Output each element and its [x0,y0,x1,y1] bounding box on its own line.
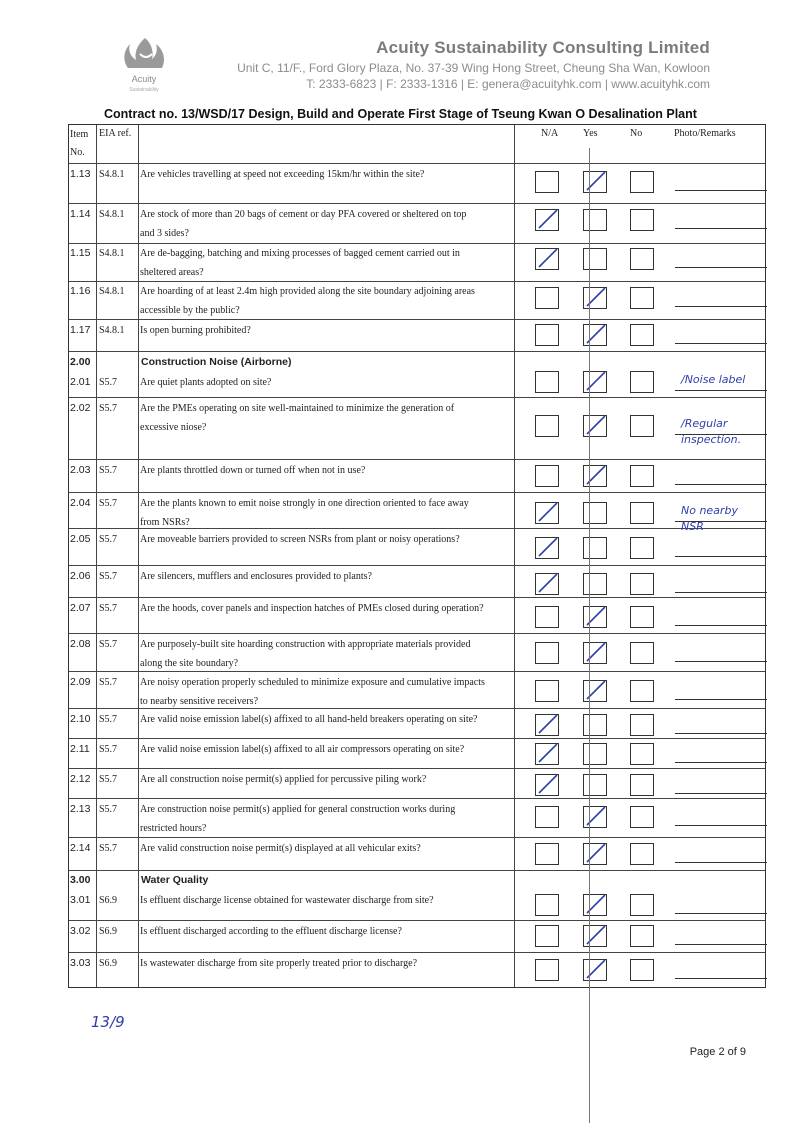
eia-reference: S4.8.1 [99,209,125,220]
contract-title: Contract no. 13/WSD/17 Design, Build and Operate First Stage of Tseung Kwan O Desalination Plant [104,107,697,121]
item-number: 2.08 [70,638,91,650]
question-text: Are valid noise emission label(s) affixed to all air compressors operating on site? [140,744,465,755]
section-number: 2.00 [70,356,91,368]
checkbox-no[interactable] [630,371,654,393]
check-mark-icon [583,414,609,438]
company-name: Acuity Sustainability Consulting Limited [376,38,710,57]
eia-reference: S5.7 [99,639,118,650]
checkbox-no[interactable] [630,642,654,664]
item-number: 1.14 [70,208,91,220]
eia-reference: S5.7 [99,804,118,815]
question-text: Are valid noise emission label(s) affixed to all hand-held breakers operating on site? [140,714,478,725]
question-text-cont: to nearby sensitive receivers? [140,696,259,707]
question-text: Are silencers, mufflers and enclosures provided to plants? [140,571,372,582]
column-divider [96,125,97,987]
header-item-no: Item [70,129,89,140]
remark-line[interactable] [675,825,767,826]
checkbox-na[interactable] [535,959,559,981]
check-mark-icon [583,805,609,829]
checkbox-na[interactable] [535,925,559,947]
checkbox-na[interactable] [535,680,559,702]
check-mark-icon [583,370,609,394]
item-number: 2.14 [70,842,91,854]
checkbox-na[interactable] [535,806,559,828]
item-number: 2.10 [70,713,91,725]
item-number: 2.09 [70,676,91,688]
checkbox-yes[interactable] [583,502,607,524]
handwritten-remark: /Noise label [681,373,746,386]
question-text: Is wastewater discharge from site properly treated prior to discharge? [140,958,418,969]
column-divider [138,125,139,987]
remark-line[interactable] [675,661,767,662]
remark-line[interactable] [675,484,767,485]
check-mark-icon [583,924,609,948]
item-number: 2.06 [70,570,91,582]
remark-line[interactable] [675,228,767,229]
eia-reference: S5.7 [99,534,118,545]
check-mark-icon [535,247,561,271]
check-mark-icon [583,842,609,866]
checkbox-na[interactable] [535,642,559,664]
check-mark-icon [583,679,609,703]
checkbox-na[interactable] [535,415,559,437]
question-text: Are moveable barriers provided to screen NSRs from plant or noisy operations? [140,534,460,545]
check-mark-icon [535,742,561,766]
remark-line[interactable] [675,733,767,734]
checkbox-no[interactable] [630,465,654,487]
item-number: 2.01 [70,376,91,388]
check-mark-icon [535,501,561,525]
item-number: 2.02 [70,402,91,414]
item-number: 2.13 [70,803,91,815]
checkbox-no[interactable] [630,248,654,270]
item-number: 2.04 [70,497,91,509]
checkbox-na[interactable] [535,894,559,916]
question-text: Is effluent discharged according to the effluent discharge license? [140,926,402,937]
eia-reference: S6.9 [99,958,118,969]
checkbox-no[interactable] [630,714,654,736]
item-number: 2.07 [70,602,91,614]
pen-stroke [589,148,590,1123]
checkbox-yes[interactable] [583,743,607,765]
checklist-table [68,124,766,988]
remark-line[interactable] [675,944,767,945]
logo-subtext: Sustainability [129,87,159,93]
checkbox-na[interactable] [535,171,559,193]
item-number: 2.05 [70,533,91,545]
question-text: Are construction noise permit(s) applied for general construction works during [140,804,456,815]
checkbox-no[interactable] [630,287,654,309]
question-text: Are vehicles travelling at speed not exceeding 15km/hr within the site? [140,169,425,180]
question-text-cont: restricted hours? [140,823,207,834]
checkbox-no[interactable] [630,171,654,193]
checkbox-no[interactable] [630,959,654,981]
check-mark-icon [535,208,561,232]
handwritten-note: 13/9 [91,1013,125,1031]
item-number: 2.03 [70,464,91,476]
check-mark-icon [583,958,609,982]
check-mark-icon [583,286,609,310]
item-number: 1.17 [70,324,91,336]
check-mark-icon [583,641,609,665]
company-logo-icon [100,32,190,94]
question-text-cont: and 3 sides? [140,228,189,239]
question-text: Are valid construction noise permit(s) displayed at all vehicular exits? [140,843,421,854]
eia-reference: S5.7 [99,403,118,414]
checkbox-na[interactable] [535,287,559,309]
check-mark-icon [535,572,561,596]
eia-reference: S5.7 [99,843,118,854]
checkbox-na[interactable] [535,371,559,393]
question-text: Are noisy operation properly scheduled to minimize exposure and cumulative impacts [140,677,485,688]
eia-reference: S5.7 [99,774,118,785]
remark-line[interactable] [675,592,767,593]
section-number: 3.00 [70,874,91,886]
question-text: Are purposely-built site hoarding construction with appropriate materials provided [140,639,471,650]
eia-reference: S5.7 [99,744,118,755]
eia-reference: S5.7 [99,677,118,688]
remark-line[interactable] [675,913,767,914]
handwritten-remark: No nearby [681,504,738,517]
remark-line[interactable] [675,390,767,391]
handwritten-remark-cont: inspection. [681,433,742,446]
checkbox-yes[interactable] [583,573,607,595]
checkbox-no[interactable] [630,843,654,865]
checkbox-yes[interactable] [583,537,607,559]
header-eia-ref: EIA ref. [99,128,132,139]
remark-line[interactable] [675,978,767,979]
header-na: N/A [541,128,559,139]
checkbox-no[interactable] [630,324,654,346]
question-text-cont: from NSRs? [140,517,190,528]
remark-line[interactable] [675,343,767,344]
remark-line[interactable] [675,556,767,557]
checkbox-no[interactable] [630,502,654,524]
checkbox-no[interactable] [630,537,654,559]
check-mark-icon [583,464,609,488]
remark-line[interactable] [675,306,767,307]
item-number: 3.01 [70,894,91,906]
remark-line[interactable] [675,762,767,763]
checkbox-yes[interactable] [583,209,607,231]
section-title: Construction Noise (Airborne) [141,356,292,368]
remark-line[interactable] [675,190,767,191]
check-mark-icon [535,713,561,737]
page-number: Page 2 of 9 [689,1046,746,1058]
item-number: 1.13 [70,168,91,180]
question-text: Are plants throttled down or turned off when not in use? [140,465,366,476]
remark-line[interactable] [675,625,767,626]
checkbox-no[interactable] [630,415,654,437]
eia-reference: S5.7 [99,571,118,582]
check-mark-icon [583,893,609,917]
checkbox-no[interactable] [630,894,654,916]
item-number: 2.12 [70,773,91,785]
checkbox-no[interactable] [630,209,654,231]
question-text-cont: along the site boundary? [140,658,239,669]
eia-reference: S5.7 [99,465,118,476]
question-text: Are hoarding of at least 2.4m high provided along the site boundary adjoining areas [140,286,475,297]
eia-reference: S4.8.1 [99,286,125,297]
item-number: 1.16 [70,285,91,297]
remark-line[interactable] [675,862,767,863]
remark-line[interactable] [675,267,767,268]
checkbox-yes[interactable] [583,248,607,270]
section-title: Water Quality [141,874,209,886]
question-text: Is open burning prohibited? [140,325,251,336]
eia-reference: S5.7 [99,603,118,614]
item-number: 3.03 [70,957,91,969]
logo-text: Acuity [131,74,157,84]
checkbox-yes[interactable] [583,774,607,796]
checkbox-na[interactable] [535,843,559,865]
checkbox-na[interactable] [535,324,559,346]
question-text: Are all construction noise permit(s) applied for percussive piling work? [140,774,427,785]
question-text: Are the plants known to emit noise strongly in one direction oriented to face away [140,498,469,509]
question-text: Is effluent discharge license obtained for wastewater discharge from site? [140,895,434,906]
question-text: Are de-bagging, batching and mixing processes of bagged cement carried out in [140,248,460,259]
eia-reference: S6.9 [99,895,118,906]
checkbox-no[interactable] [630,573,654,595]
header-yes: Yes [583,128,598,139]
item-number: 2.11 [70,743,90,755]
eia-reference: S5.7 [99,498,118,509]
item-number: 3.02 [70,925,91,937]
remark-line[interactable] [675,699,767,700]
company-address: Unit C, 11/F., Ford Glory Plaza, No. 37-39 Wing Hong Street, Cheung Sha Wan, Kowloon [237,61,710,75]
checkbox-no[interactable] [630,606,654,628]
header-item-no-2: No. [70,147,85,158]
question-text-cont: sheltered areas? [140,267,204,278]
checkbox-yes[interactable] [583,714,607,736]
checkbox-no[interactable] [630,743,654,765]
check-mark-icon [535,536,561,560]
checkbox-no[interactable] [630,680,654,702]
checkbox-na[interactable] [535,606,559,628]
question-text: Are stock of more than 20 bags of cement or day PFA covered or sheltered on top [140,209,467,220]
question-text: Are the PMEs operating on site well-maintained to minimize the generation of [140,403,455,414]
question-text-cont: accessible by the public? [140,305,240,316]
check-mark-icon [583,170,609,194]
check-mark-icon [583,605,609,629]
checkbox-na[interactable] [535,465,559,487]
handwritten-remark: /Regular [681,417,728,430]
header-remarks: Photo/Remarks [674,128,736,139]
remark-line[interactable] [675,793,767,794]
question-text: Are the hoods, cover panels and inspection hatches of PMEs closed during operation? [140,603,484,614]
checkbox-no[interactable] [630,806,654,828]
eia-reference: S4.8.1 [99,248,125,259]
question-text: Are quiet plants adopted on site? [140,377,272,388]
checkbox-no[interactable] [630,925,654,947]
handwritten-remark-cont: NSR [681,520,704,533]
check-mark-icon [583,323,609,347]
header-no: No [630,128,643,139]
eia-reference: S6.9 [99,926,118,937]
eia-reference: S4.8.1 [99,169,125,180]
item-number: 1.15 [70,247,91,259]
check-mark-icon [535,773,561,797]
eia-reference: S4.8.1 [99,325,125,336]
checkbox-no[interactable] [630,774,654,796]
eia-reference: S5.7 [99,714,118,725]
eia-reference: S5.7 [99,377,118,388]
company-contact: T: 2333-6823 | F: 2333-1316 | E: genera@acuityhk.com | www.acuityhk.com [306,77,710,91]
question-text-cont: excessive niose? [140,422,207,433]
